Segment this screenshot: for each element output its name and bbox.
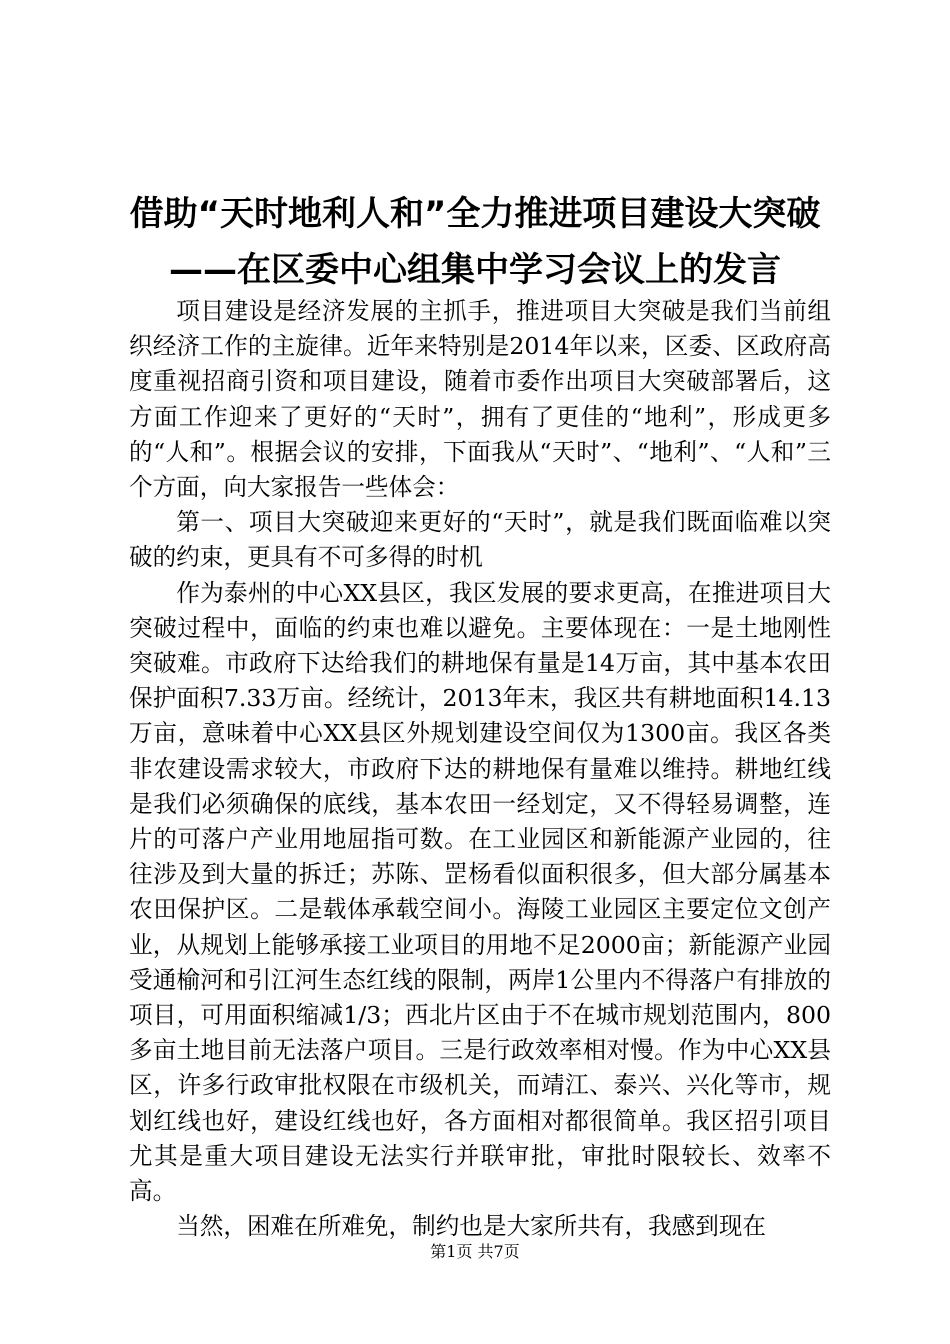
page-number-footer: 第1页 共7页 [430,1242,520,1261]
paragraph-continuation: 当然，困难在所难免，制约也是大家所共有，我感到现在 [176,1212,767,1241]
document-title: 借助“天时地利人和”全力推进项目建设大突破——在区委中心组集中学习会议上的发言 [129,194,821,290]
paragraph-intro: 项目建设是经济发展的主抓手，推进项目大突破是我们当前组织经济工作的主旋律。近年来特别是2014年以来，区委、区政府高度重视招商引资和项目建设，随着市委作出项目大突破部署后，这方面工作迎来了更好的“天时”，拥有了更佳的“地利”，形成更多的“人和”。根据会议的安排，下面我从“天时”、“地利”、“人和”三个方面，向大家报告一些体会： [129,297,831,502]
paragraph-constraints: 作为泰州的中心XX县区，我区发展的要求更高，在推进项目大突破过程中，面临的约束也难以避免。主要体现在：一是土地刚性突破难。市政府下达给我们的耕地保有量是14万亩，其中基本农田保护面积7.33万亩。经统计，2013年末，我区共有耕地面积14.13万亩，意味着中心XX县区外规划建设空间仅为1300亩。我区各类非农建设需求较大，市政府下达的耕地保有量难以维持。耕地红线是我们必须确保的底线，基本农田一经划定，又不得轻易调整，连片的可落户产业用地屈指可数。在工业园区和新能源产业园的，往往涉及到大量的拆迁；苏陈、罡杨看似面积很多，但大部分属基本农田保护区。二是载体承载空间小。海陵工业园区主要定位文创产业，从规划上能够承接工业项目的用地不足2000亩；新能源产业园受通榆河和引江河生态红线的限制，两岸1公里内不得落户有排放的项目，可用面积缩减1/3；西北片区由于不在城市规划范围内，800多亩土地目前无法落户项目。三是行政效率相对慢。作为中心XX县区，许多行政审批权限在市级机关，而靖江、泰兴、兴化等市，规划红线也好，建设红线也好，各方面相对都很简单。我区招引项目尤其是重大项目建设无法实行并联审批，审批时限较长、效率不高。 [129,578,831,1206]
paragraph-section-heading: 第一、项目大突破迎来更好的“天时”，就是我们既面临难以突破的约束，更具有不可多得的时机 [129,508,831,572]
document-body [129,294,831,1244]
